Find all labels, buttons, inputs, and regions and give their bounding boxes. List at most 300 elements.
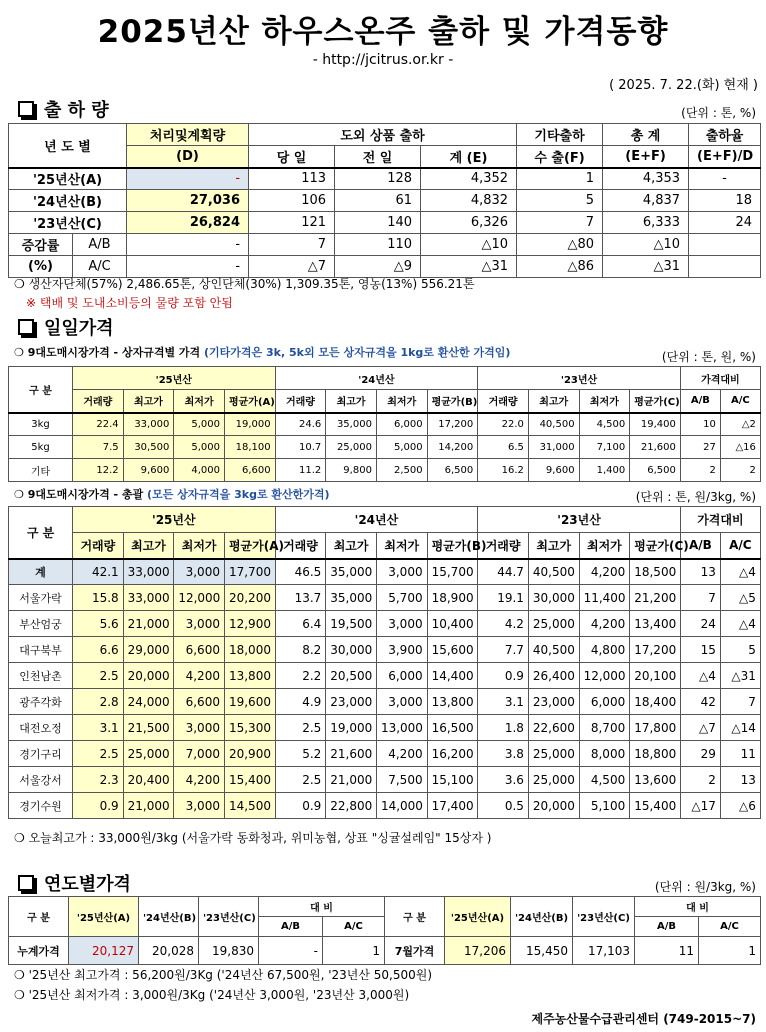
shipment-cell-total: 6,326 [421,212,517,234]
price-cell: 4,200 [174,663,225,689]
jul-ab: 11 [635,937,699,965]
row-label: 부산엄궁 [9,611,73,637]
price-cell: 0.9 [275,793,326,819]
yearly-title-text: 연도별가격 [44,874,131,895]
price-cell: 44.7 [478,559,529,585]
price-cell: 2.5 [275,715,326,741]
price-cell: 3.8 [478,741,529,767]
col-plan: 처리및계획량 [127,124,249,146]
col-year-y24: '24년산 [275,507,478,533]
price-cell: 16,500 [427,715,478,741]
price-cell: △16 [720,436,760,459]
price-cell: 7,500 [376,767,427,793]
price-cell: 19,500 [326,611,377,637]
price-cell: 3,000 [376,559,427,585]
col-compare: 가격대비 [680,367,760,390]
price-cell: 13,600 [630,767,681,793]
price-cell: 5.6 [73,611,124,637]
price-cell: 14,400 [427,663,478,689]
price-cell: 19,000 [224,413,275,436]
col-col-vol: 거래량 [73,533,124,559]
checkbox-square-icon [18,319,34,335]
daily-sub-2-text: ❍ 9대도매시장가격 - 총괄 [14,488,144,501]
shipment-note-1: ❍ 생산자단체(57%) 2,486.65톤, 상인단체(30%) 1,309.35톤, 영농(13%) 556.21톤 [14,277,475,291]
yr-daebi-1: 대 비 [259,897,385,917]
daily-sub-1-blue: (기타가격은 3k, 5k외 모든 상자규격을 1kg로 환산한 가격임) [204,346,511,359]
shipment-cell-export: 7 [517,212,603,234]
yearly-section-title [18,870,131,896]
price-cell: 46.5 [275,559,326,585]
price-cell: 4,000 [174,459,225,482]
price-cell: 25,000 [528,767,579,793]
price-cell: 21,000 [123,793,174,819]
price-cell: 4,800 [579,637,630,663]
change-cell-grand: △31 [603,256,689,278]
price-cell: 20,400 [123,767,174,793]
price-cell: 6,000 [579,689,630,715]
price-cell: 6,600 [174,637,225,663]
price-cell: △31 [720,663,760,689]
price-cell: 9,800 [326,459,377,482]
price-cell: 24.6 [275,413,326,436]
price-cell: 40,500 [528,413,579,436]
price-cell: 7.5 [73,436,124,459]
row-label: 경기수원 [9,793,73,819]
shipment-row-label: '24년산(B) [9,190,127,212]
price-cell: 21,200 [630,585,681,611]
price-cell: 29,000 [123,637,174,663]
col-col-max: 최고가 [326,533,377,559]
price-cell: 3.1 [73,715,124,741]
shipment-cell-plan: 26,824 [127,212,249,234]
cum-b: 20,028 [139,937,199,965]
col-col-min: 최저가 [376,533,427,559]
row-label: 대전오정 [9,715,73,741]
price-cell: 3,000 [376,689,427,715]
cum-c: 19,830 [199,937,259,965]
cum-ac: 1 [323,937,385,965]
price-cell: 25,000 [326,436,377,459]
price-cell: 3,000 [174,559,225,585]
price-cell: 2.5 [275,767,326,793]
yr-col-b-2: '24년산(B) [511,897,573,937]
price-cell: 18,900 [427,585,478,611]
price-cell: 3.1 [478,689,529,715]
price-cell: △14 [720,715,760,741]
col-col-avg-b: 평균가(B) [427,533,478,559]
price-cell: 25,000 [528,741,579,767]
col-col-avg-c: 평균가(C) [630,533,681,559]
price-cell: 3.6 [478,767,529,793]
price-cell: 14,200 [427,436,478,459]
price-cell: 17,700 [224,559,275,585]
col-out-province: 도외 상품 출하 [249,124,517,146]
yearly-price-table [8,896,761,965]
daily-note: ❍ 오늘최고가 : 33,000원/3kg (서울가락 동화청과, 위미농협, 상표 "싱귤설레임" 15상자 ) [14,831,492,845]
checkbox-square-icon [18,875,34,891]
price-cell: 3,000 [174,715,225,741]
daily-sub-2-blue: (모든 상자규격을 3kg로 환산한가격) [147,488,330,501]
price-cell: 2 [720,459,760,482]
col-year-y24: '24년산 [275,367,478,390]
price-cell: 17,800 [630,715,681,741]
price-cell: 18,100 [224,436,275,459]
row-label: 서울강서 [9,767,73,793]
change-cell-export: △86 [517,256,603,278]
shipment-cell-total: 4,832 [421,190,517,212]
col-rate: 출하율 [689,124,761,146]
price-cell: 6.5 [478,436,529,459]
price-cell: 15.8 [73,585,124,611]
price-cell: 42 [680,689,720,715]
yearly-unit: (단위 : 원/3kg, %) [654,880,756,894]
col-year-y23: '23년산 [478,367,681,390]
yr-ab-2: A/B [635,917,699,937]
row-label: 경기구리 [9,741,73,767]
price-cell: 13.7 [275,585,326,611]
size-price-table [8,366,761,482]
cum-label: 누계가격 [9,937,69,965]
col-col-vol: 거래량 [275,533,326,559]
price-cell: △6 [720,793,760,819]
daily-sub-1 [14,344,510,360]
change-cell-grand: △10 [603,234,689,256]
price-cell: 13,800 [224,663,275,689]
jul-ac: 1 [699,937,761,965]
price-cell: 19,600 [224,689,275,715]
yr-col-c-1: '23년산(C) [199,897,259,937]
price-cell: 2.2 [275,663,326,689]
col-rate-code: (E+F)/D [689,146,761,168]
change-cell-today: 7 [249,234,335,256]
jul-b: 15,450 [511,937,573,965]
price-cell: △7 [680,715,720,741]
price-cell: 12,900 [224,611,275,637]
shipment-cell-export: 5 [517,190,603,212]
as-of-date: ( 2025. 7. 22.(화) 현재 ) [609,78,758,93]
price-cell: 13 [720,767,760,793]
price-cell: 5,000 [174,413,225,436]
daily-sub-2 [14,486,330,502]
yr-col-a-2: '25년산(A) [445,897,511,937]
change-cell-total: △31 [421,256,517,278]
price-cell: 8,700 [579,715,630,741]
price-cell: 12.2 [73,459,124,482]
yr-col-b-1: '24년산(B) [139,897,199,937]
price-cell: 24 [680,611,720,637]
shipment-table [8,123,761,278]
price-cell: 6,600 [174,689,225,715]
price-cell: 15,600 [427,637,478,663]
price-cell: 7 [720,689,760,715]
row-label: 서울가락 [9,585,73,611]
price-cell: 4,500 [579,413,630,436]
shipment-row-label: '25년산(A) [9,168,127,190]
price-cell: 18,500 [630,559,681,585]
yr-col-a-1: '25년산(A) [69,897,139,937]
site-url[interactable]: - http://jcitrus.or.kr - [312,52,454,68]
price-cell: 12,000 [174,585,225,611]
price-cell: 5,100 [579,793,630,819]
col-grand-code: (E+F) [603,146,689,168]
price-cell: 3,900 [376,637,427,663]
col-col-avg-a: 평균가(A) [224,390,275,413]
price-cell: 40,500 [528,637,579,663]
row-label: 기타 [9,459,73,482]
daily-sub-1-text: ❍ 9대도매시장가격 - 상자규격별 가격 [14,346,201,359]
col-col-max: 최고가 [528,390,579,413]
jul-c: 17,103 [573,937,635,965]
price-cell: 21,600 [326,741,377,767]
price-cell: 42.1 [73,559,124,585]
price-cell: 13,800 [427,689,478,715]
price-cell: 15 [680,637,720,663]
shipment-cell-plan: - [127,168,249,190]
col-export: 수 출(F) [517,146,603,168]
price-cell: 30,500 [123,436,174,459]
price-cell: 6.4 [275,611,326,637]
price-cell: 27 [680,436,720,459]
price-cell: 17,400 [427,793,478,819]
change-cell-today: △7 [249,256,335,278]
price-cell: 15,100 [427,767,478,793]
price-cell: 13 [680,559,720,585]
price-cell: 5 [720,637,760,663]
price-cell: 20,100 [630,663,681,689]
price-cell: 33,000 [123,413,174,436]
price-cell: 21,600 [630,436,681,459]
price-cell: 11.2 [275,459,326,482]
col-col-min: 최저가 [376,390,427,413]
price-cell: 21,000 [123,611,174,637]
price-cell: △4 [680,663,720,689]
price-cell: 14,000 [376,793,427,819]
price-cell: 19,000 [326,715,377,741]
price-cell: 29 [680,741,720,767]
price-cell: 11,400 [579,585,630,611]
col-total-e: 계 (E) [421,146,517,168]
price-cell: △2 [720,413,760,436]
price-cell: 22.4 [73,413,124,436]
price-cell: 7,000 [174,741,225,767]
price-cell: △4 [720,611,760,637]
change-cell-prev: 110 [335,234,421,256]
col-compare: 가격대비 [680,507,760,533]
col-col-max: 최고가 [123,533,174,559]
shipment-section-title [18,96,109,122]
price-cell: 16.2 [478,459,529,482]
col-ab: A/B [680,390,720,413]
shipment-cell-plan: 27,036 [127,190,249,212]
yr-gubun-2: 구 분 [385,897,445,937]
price-cell: 22.0 [478,413,529,436]
price-cell: 17,200 [427,413,478,436]
price-cell: 18,400 [630,689,681,715]
daily-title-text: 일일가격 [44,318,114,339]
shipment-cell-grand: 4,353 [603,168,689,190]
shipment-cell-today: 121 [249,212,335,234]
price-cell: 2.5 [73,663,124,689]
price-cell: 31,000 [528,436,579,459]
yearly-note-2: ❍ '25년산 최저가격 : 3,000원/3Kg ('24년산 3,000원, '23년산 3,000원) [14,988,410,1002]
price-cell: 23,000 [528,689,579,715]
yr-gubun-1: 구 분 [9,897,69,937]
price-cell: △5 [720,585,760,611]
change-cell-rate [689,256,761,278]
shipment-cell-prev: 140 [335,212,421,234]
daily-unit-1: (단위 : 톤, 원, %) [661,350,756,364]
shipment-title-text: 출 하 량 [44,100,109,121]
shipment-cell-today: 106 [249,190,335,212]
price-cell: 20,200 [224,585,275,611]
change-cell-plan: - [127,234,249,256]
price-cell: 6,600 [224,459,275,482]
change-cell-export: △80 [517,234,603,256]
price-cell: 5,000 [174,436,225,459]
price-cell: 19,400 [630,413,681,436]
yr-daebi-2: 대 비 [635,897,761,917]
price-cell: 6,000 [376,413,427,436]
col-today: 당 일 [249,146,335,168]
col-gubun: 구 분 [9,507,73,559]
price-cell: 2 [680,459,720,482]
shipment-cell-prev: 128 [335,168,421,190]
price-cell: 15,300 [224,715,275,741]
change-cell-total: △10 [421,234,517,256]
price-cell: 2 [680,767,720,793]
price-cell: 8.2 [275,637,326,663]
price-cell: 9,600 [123,459,174,482]
price-cell: 20,500 [326,663,377,689]
price-cell: 19.1 [478,585,529,611]
col-other: 기타출하 [517,124,603,146]
price-cell: △17 [680,793,720,819]
price-cell: 0.5 [478,793,529,819]
row-label: 광주각화 [9,689,73,715]
cum-a: 20,127 [69,937,139,965]
col-col-max: 최고가 [326,390,377,413]
col-col-min: 최저가 [579,533,630,559]
col-col-vol: 거래량 [73,390,124,413]
price-cell: 30,000 [326,637,377,663]
price-cell: 6.6 [73,637,124,663]
shipment-unit: (단위 : 톤, %) [681,106,756,120]
shipment-row-label: '23년산(C) [9,212,127,234]
shipment-cell-export: 1 [517,168,603,190]
change-cell-plan: - [127,256,249,278]
price-cell: 14,500 [224,793,275,819]
price-cell: 10,400 [427,611,478,637]
price-cell: 6,500 [427,459,478,482]
change-row-label: A/B [73,234,127,256]
price-cell: 4,200 [579,611,630,637]
price-cell: 2.5 [73,741,124,767]
daily-unit-2: (단위 : 톤, 원/3kg, %) [635,490,756,504]
price-cell: 18,000 [224,637,275,663]
change-cell-prev: △9 [335,256,421,278]
col-prev: 전 일 [335,146,421,168]
checkbox-square-icon [18,101,34,117]
footer-org: 제주농산물수급관리센터 (749-2015~7) [531,1012,756,1026]
page-title: 2025년산 하우스온주 출하 및 가격동향 [97,14,669,50]
price-cell: 21,500 [123,715,174,741]
pct-label: (%) [9,256,73,278]
price-cell: 4,200 [174,767,225,793]
price-cell: 4.9 [275,689,326,715]
price-cell: 21,000 [326,767,377,793]
total-row-label: 계 [9,559,73,585]
price-cell: 1.8 [478,715,529,741]
shipment-cell-rate: 24 [689,212,761,234]
price-cell: 35,000 [326,413,377,436]
price-cell: 6,500 [630,459,681,482]
yr-ac-2: A/C [699,917,761,937]
col-ab: A/B [680,533,720,559]
price-cell: 4,200 [376,741,427,767]
price-cell: 24,000 [123,689,174,715]
shipment-cell-grand: 4,837 [603,190,689,212]
col-col-max: 최고가 [123,390,174,413]
col-col-vol: 거래량 [478,390,529,413]
shipment-cell-today: 113 [249,168,335,190]
yearly-note-1: ❍ '25년산 최고가격 : 56,200원/3Kg ('24년산 67,500원, '23년산 50,500원) [14,968,433,982]
col-col-avg-c: 평균가(C) [630,390,681,413]
price-cell: 2.3 [73,767,124,793]
shipment-cell-prev: 61 [335,190,421,212]
price-cell: 25,000 [528,611,579,637]
shipment-cell-total: 4,352 [421,168,517,190]
change-label: 증감률 [9,234,73,256]
col-col-vol: 거래량 [478,533,529,559]
price-cell: 22,800 [326,793,377,819]
col-year-y25: '25년산 [73,507,276,533]
daily-section-title [18,314,114,340]
price-cell: 10 [680,413,720,436]
price-cell: 26,400 [528,663,579,689]
shipment-cell-rate: 18 [689,190,761,212]
row-label: 3kg [9,413,73,436]
price-cell: 7.7 [478,637,529,663]
price-cell: 15,400 [224,767,275,793]
market-price-table [8,506,761,819]
col-plan-code: (D) [127,146,249,168]
price-cell: 3,000 [174,611,225,637]
price-cell: 20,900 [224,741,275,767]
yr-ac-1: A/C [323,917,385,937]
price-cell: 5,700 [376,585,427,611]
price-cell: 12,000 [579,663,630,689]
col-col-avg-a: 평균가(A) [224,533,275,559]
col-ac: A/C [720,533,760,559]
price-cell: 1,400 [579,459,630,482]
price-cell: 7 [680,585,720,611]
price-cell: 35,000 [326,559,377,585]
price-cell: 33,000 [123,585,174,611]
price-cell: 8,000 [579,741,630,767]
price-cell: 13,000 [376,715,427,741]
shipment-cell-grand: 6,333 [603,212,689,234]
price-cell: 25,000 [123,741,174,767]
shipment-cell-rate: - [689,168,761,190]
price-cell: 16,200 [427,741,478,767]
price-cell: 4.2 [478,611,529,637]
shipment-note-2: ※ 택배 및 도내소비등의 물량 포함 안됨 [26,296,233,310]
price-cell: 5,000 [376,436,427,459]
jul-a: 17,206 [445,937,511,965]
col-col-min: 최저가 [174,533,225,559]
col-col-min: 최저가 [579,390,630,413]
price-cell: 17,200 [630,637,681,663]
